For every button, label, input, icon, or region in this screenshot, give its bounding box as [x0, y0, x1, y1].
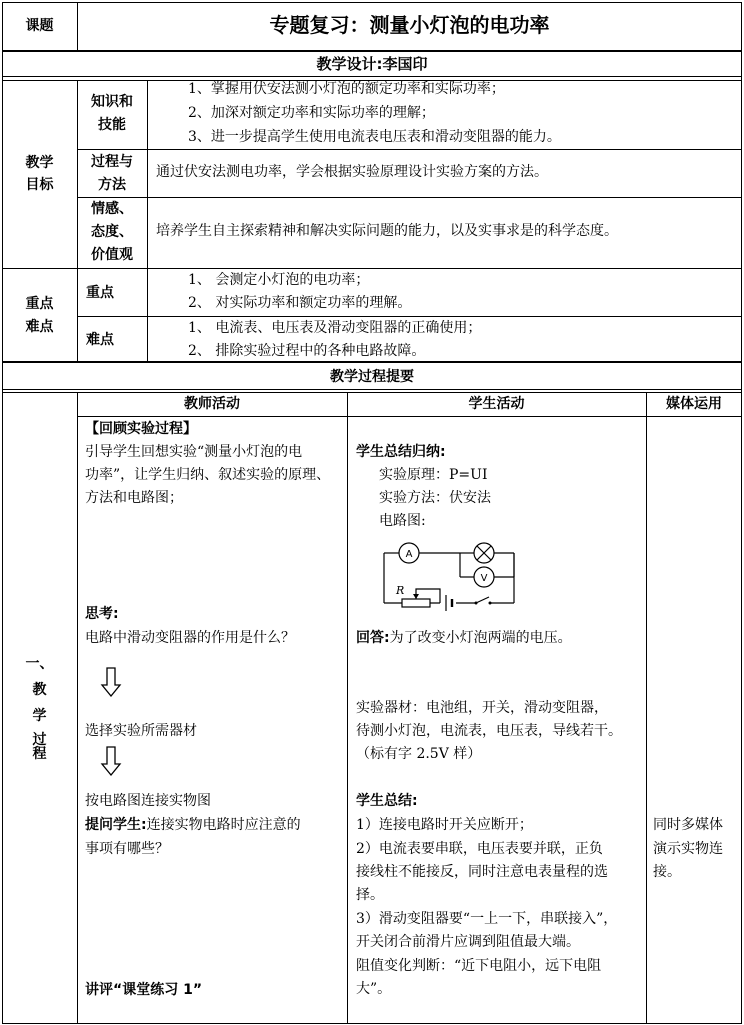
- ask-text-2: 事项有哪些？: [85, 841, 169, 857]
- summary2-line: 1）连接电路时开关应断开；: [356, 817, 533, 833]
- goals-label-2: 目标: [25, 177, 54, 193]
- process-text: 通过伏安法测电功率，学会根据实验原理设计实验方案的方法。: [156, 164, 548, 180]
- principle: 实验原理：P=UI: [379, 467, 488, 483]
- goals-label-1: 教学: [25, 155, 54, 171]
- emotion-label-1: 情感、: [91, 201, 133, 217]
- key-item: 1、 会测定小灯泡的电功率；: [188, 272, 370, 288]
- summary2-line: 3）滑动变阻器要“一上一下，串联接入”，: [356, 911, 618, 927]
- side-label: 一、: [25, 656, 54, 672]
- method: 实验方法：伏安法: [379, 490, 491, 506]
- emotion-text: 培养学生自主探索精神和解决实际问题的能力，以及实事求是的科学态度。: [156, 223, 618, 239]
- side-label: 教: [32, 682, 47, 698]
- down-arrow-icon: [100, 746, 122, 776]
- side-label: 过: [32, 732, 47, 748]
- knowledge-label-1: 知识和: [91, 94, 133, 110]
- think-line: 电路中滑动变阻器的作用是什么？: [85, 630, 295, 646]
- knowledge-label-2: 技能: [98, 117, 126, 133]
- voltmeter-label: V: [480, 573, 488, 584]
- rheostat-label: R: [396, 584, 405, 597]
- difficult-item: 1、 电流表、电压表及滑动变阻器的正确使用；: [188, 320, 482, 336]
- keypoints-label-1: 重点: [25, 296, 54, 312]
- equipment-line: （标有字 2.5V 样）: [356, 746, 482, 762]
- summary2-line: 接线柱不能接反，同时注意电表量程的选: [356, 864, 608, 880]
- knowledge-item: 3、进一步提高学生使用电流表电压表和滑动变阻器的能力。: [188, 129, 561, 145]
- summary2-line: 开关闭合前滑片应调到阻值最大端。: [356, 934, 580, 950]
- key-item: 2、 对实际功率和额定功率的理解。: [188, 295, 412, 311]
- summary-title: 学生总结归纳:: [356, 444, 446, 460]
- answer-text: 为了改变小灯泡两端的电压。: [389, 630, 572, 646]
- down-arrow-icon: [100, 667, 122, 697]
- page-title: 专题复习：测量小灯泡的电功率: [269, 13, 550, 37]
- comment-exercise: 讲评“课堂练习 1”: [85, 982, 203, 998]
- knowledge-item: 2、加深对额定功率和实际功率的理解；: [188, 105, 435, 121]
- media-line: 同时多媒体: [653, 817, 723, 833]
- review-line: 引导学生回想实验“测量小灯泡的电: [85, 444, 303, 460]
- choose-equipment: 选择实验所需器材: [85, 723, 197, 739]
- equipment-line: 待测小灯泡，电流表，电压表，导线若干。: [356, 723, 622, 739]
- ask-students: [85, 814, 301, 836]
- col-student: 学生活动: [468, 396, 525, 412]
- difficult-item: 2、 排除实验过程中的各种电路故障。: [188, 343, 426, 359]
- review-line: 方法和电路图；: [85, 490, 183, 506]
- process-label-1: 过程与: [91, 154, 133, 170]
- ask-text: 连接实物电路时应注意的: [146, 817, 301, 833]
- knowledge-item: 1、掌握用伏安法测小灯泡的额定功率和实际功率；: [188, 81, 505, 97]
- process-label-2: 方法: [98, 177, 126, 193]
- rheostat-icon: [402, 599, 430, 607]
- summary2-line: 择。: [356, 887, 384, 903]
- key-label: 重点: [86, 285, 114, 301]
- ask-label: 提问学生:: [85, 817, 147, 833]
- design-author: 教学设计:李国印: [316, 55, 428, 73]
- circuit-diagram: [372, 537, 522, 612]
- summary2-line: 2）电流表要串联，电压表要并联，正负: [356, 841, 603, 857]
- side-label: 学: [32, 708, 47, 724]
- difficult-label: 难点: [86, 332, 114, 348]
- side-label: 程: [32, 746, 47, 762]
- diagram-label: 电路图:: [379, 513, 426, 529]
- review-title: 【回顾实验过程】: [85, 421, 197, 437]
- answer: [356, 627, 572, 649]
- summary2-line: 阻值变化判断：“近下电阻小，远下电阻: [356, 958, 602, 974]
- ammeter-label: A: [405, 549, 413, 560]
- connect-circuit: 按电路图连接实物图: [85, 793, 211, 809]
- process-title: 教学过程提要: [330, 369, 414, 385]
- col-media: 媒体运用: [666, 396, 722, 412]
- summary2-title: 学生总结:: [356, 793, 418, 809]
- equipment-line: 实验器材：电池组，开关，滑动变阻器，: [356, 700, 608, 716]
- emotion-label-2: 态度、: [91, 224, 133, 240]
- review-line: 功率”，让学生归纳、叙述实验的原理、: [85, 467, 331, 483]
- summary2-line: 大”。: [356, 981, 392, 997]
- media-line: 演示实物连: [653, 841, 723, 857]
- answer-label: 回答:: [356, 630, 390, 646]
- keypoints-label-2: 难点: [25, 319, 54, 335]
- subject-label: 课题: [25, 18, 54, 34]
- emotion-label-3: 价值观: [91, 247, 133, 263]
- col-teacher: 教师活动: [184, 396, 240, 412]
- think-title: 思考:: [85, 606, 119, 622]
- media-line: 接。: [653, 864, 681, 880]
